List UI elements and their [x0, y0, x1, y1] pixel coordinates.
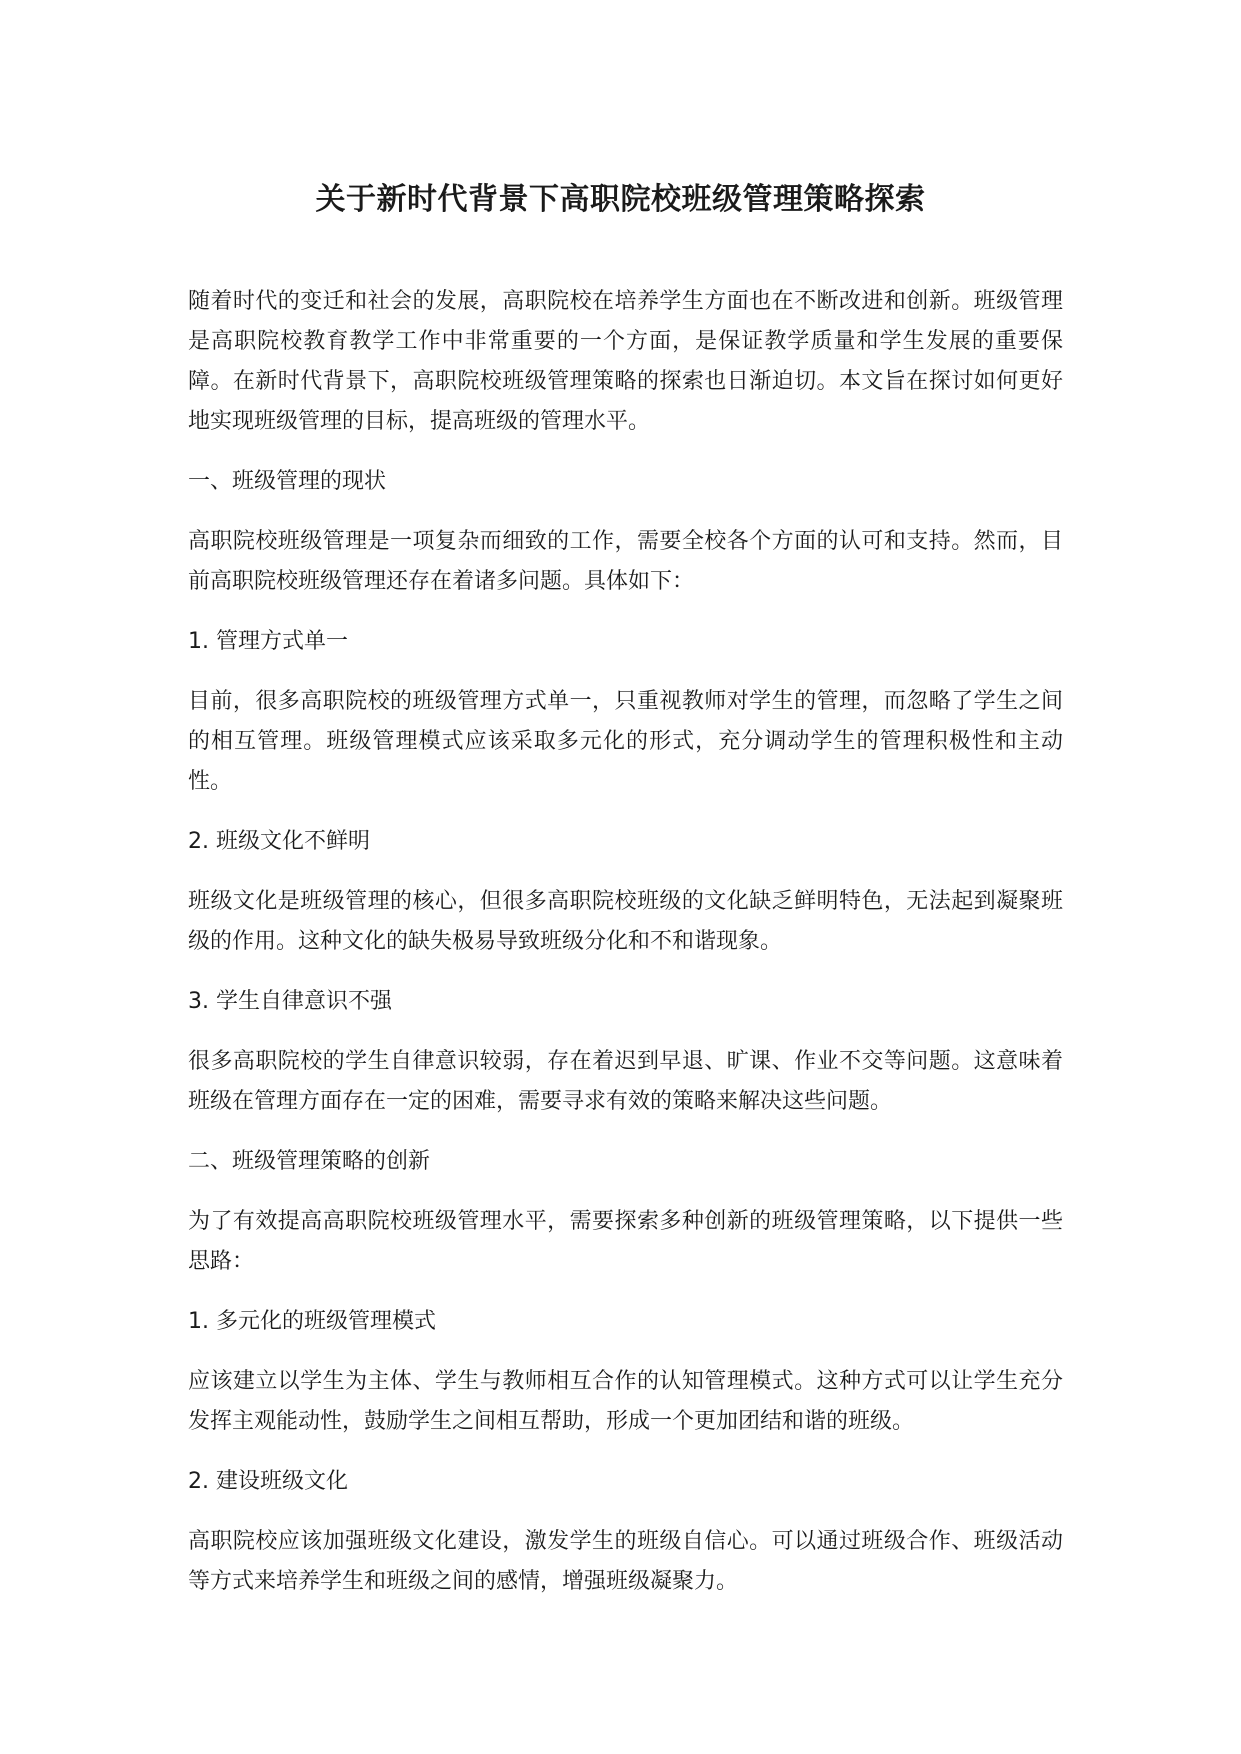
body-paragraph: 班级文化是班级管理的核心，但很多高职院校班级的文化缺乏鲜明特色，无法起到凝聚班级的作用。这种文化的缺失极易导致班级分化和不和谐现象。	[188, 889, 1063, 954]
intro-paragraph: 随着时代的变迁和社会的发展，高职院校在培养学生方面也在不断改进和创新。班级管理是高职院校教育教学工作中非常重要的一个方面，是保证教学质量和学生发展的重要保障。在新时代背景下，高职院校班级管理策略的探索也日渐迫切。本文旨在探讨如何更好地实现班级管理的目标，提高班级的管理水平。	[188, 289, 1063, 434]
body-paragraph: 高职院校应该加强班级文化建设，激发学生的班级自信心。可以通过班级合作、班级活动等方式来培养学生和班级之间的感情，增强班级凝聚力。	[188, 1529, 1063, 1594]
body-paragraph: 高职院校班级管理是一项复杂而细致的工作，需要全校各个方面的认可和支持。然而，目前高职院校班级管理还存在着诸多问题。具体如下：	[188, 529, 1063, 594]
subheading-class-culture: 2. 班级文化不鲜明	[188, 829, 370, 854]
body-paragraph: 应该建立以学生为主体、学生与教师相互合作的认知管理模式。这种方式可以让学生充分发挥主观能动性，鼓励学生之间相互帮助，形成一个更加团结和谐的班级。	[188, 1369, 1063, 1434]
section-heading-status: 一、班级管理的现状	[188, 469, 387, 494]
document-body	[188, 282, 1063, 1622]
subheading-build-culture: 2. 建设班级文化	[188, 1469, 348, 1494]
subheading-diversified-model: 1. 多元化的班级管理模式	[188, 1309, 436, 1334]
subheading-single-method: 1. 管理方式单一	[188, 629, 348, 654]
body-paragraph: 为了有效提高高职院校班级管理水平，需要探索多种创新的班级管理策略，以下提供一些思路：	[188, 1209, 1063, 1274]
section-heading-innovation: 二、班级管理策略的创新	[188, 1149, 431, 1174]
body-paragraph: 很多高职院校的学生自律意识较弱，存在着迟到早退、旷课、作业不交等问题。这意味着班级在管理方面存在一定的困难，需要寻求有效的策略来解决这些问题。	[188, 1049, 1063, 1114]
subheading-self-discipline: 3. 学生自律意识不强	[188, 989, 392, 1014]
document-title: 关于新时代背景下高职院校班级管理策略探索	[315, 182, 926, 217]
body-paragraph: 目前，很多高职院校的班级管理方式单一，只重视教师对学生的管理，而忽略了学生之间的相互管理。班级管理模式应该采取多元化的形式，充分调动学生的管理积极性和主动性。	[188, 689, 1063, 794]
